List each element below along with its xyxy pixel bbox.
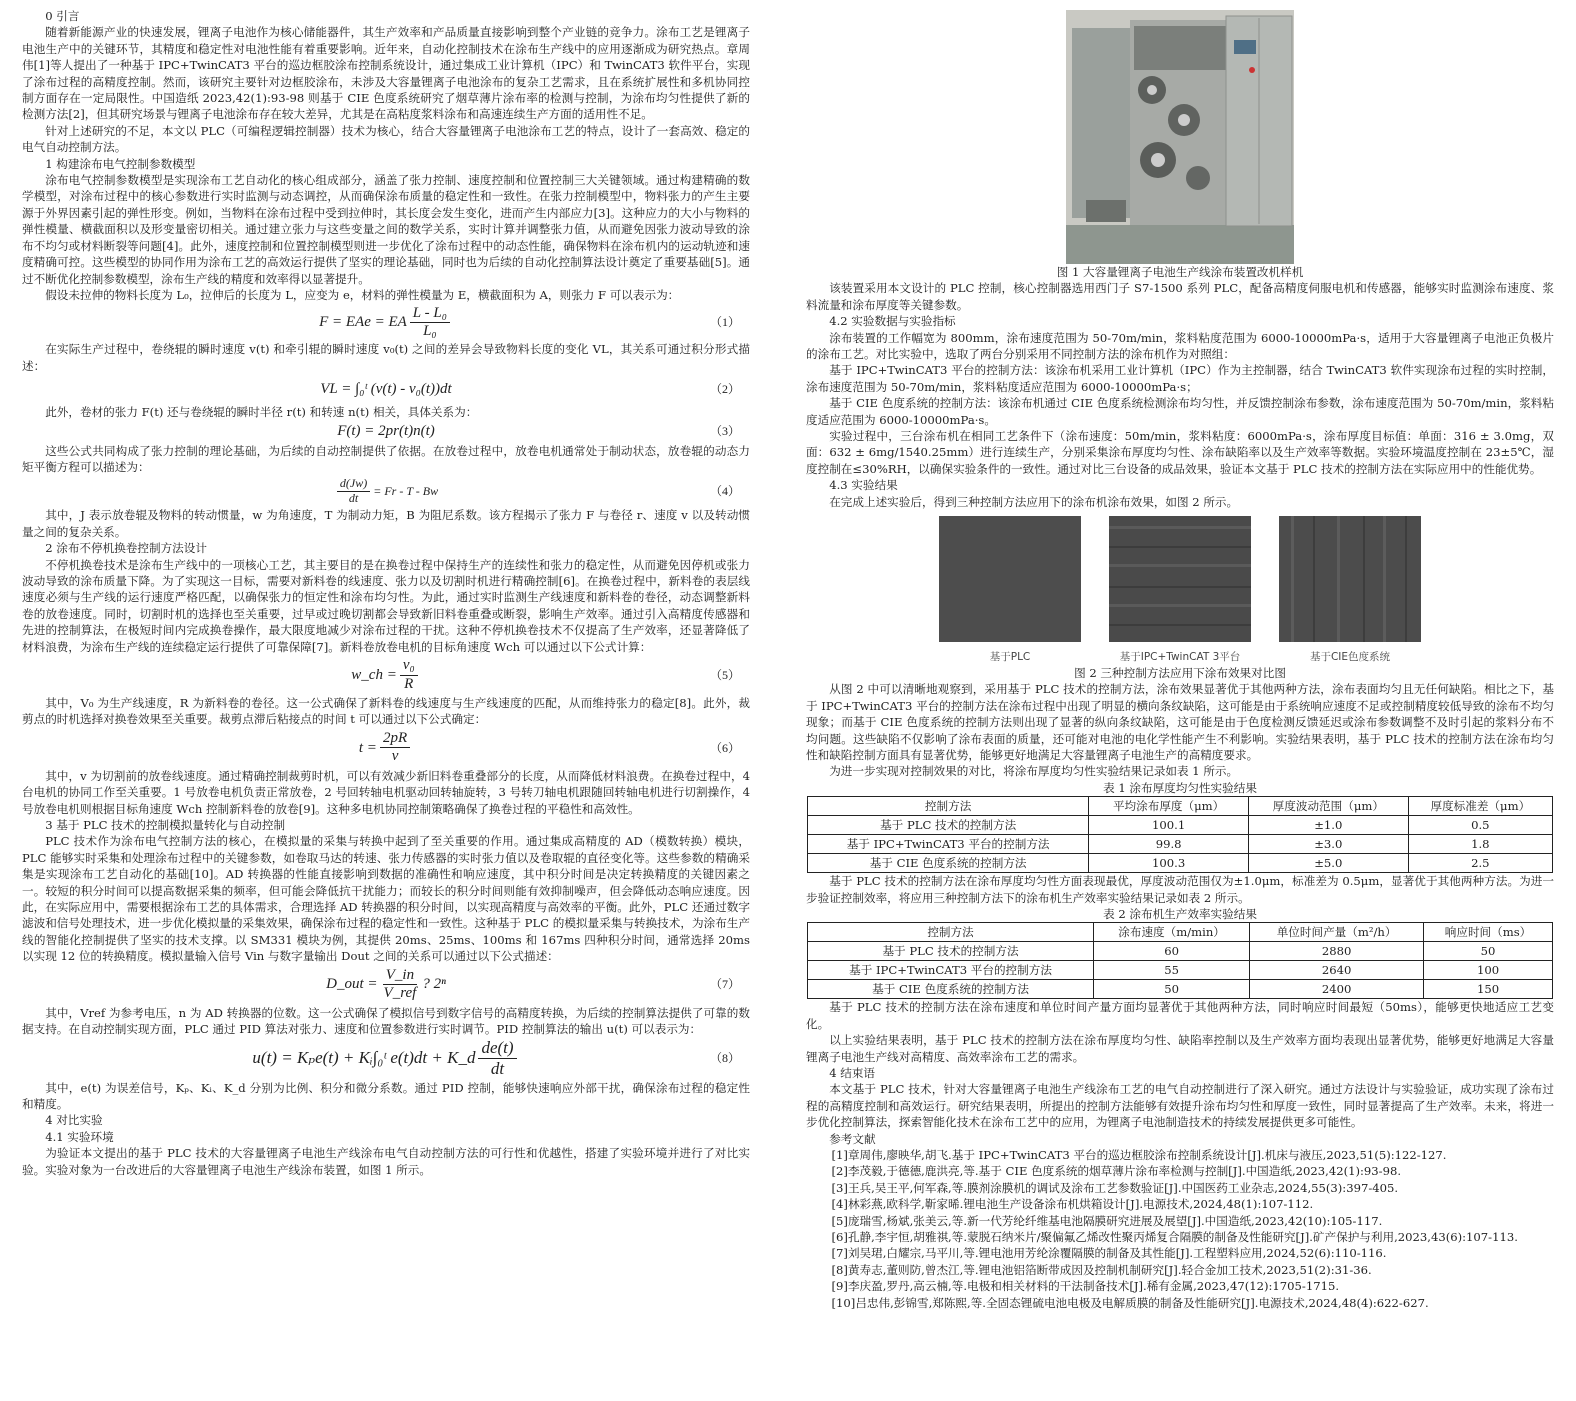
paragraph: 在实际生产过程中，卷绕辊的瞬时速度 v(t) 和牵引辊的瞬时速度 v₀(t) 之间的差异会导致物料长度的变化 VL，其关系可通过积分形式描述： [22,342,750,373]
table-header-cell: 响应时间（ms） [1424,923,1553,942]
table-header-cell: 厚度波动范围（μm） [1248,797,1408,816]
table-cell: 基于 CIE 色度系统的控制方法 [808,854,1089,873]
coating-sample-ipc [1109,516,1251,665]
equation-text: VL = ∫₀ᵗ (v(t) - v₀(t))dt [320,380,452,397]
table-cell: 基于 PLC 技术的控制方法 [808,816,1089,835]
equation-4 [22,475,750,507]
equation-text: t = [358,739,377,756]
paragraph: 此外，卷材的张力 F(t) 还与卷绕辊的瞬时半径 r(t) 和转速 n(t) 相关，具体关系为： [45,405,478,420]
reference-item: [7]刘吴珺,白耀宗,马平川,等.锂电池用芳纶涂覆隔膜的制备及其性能[J].工程塑料应用,2024,52(6):110-116. [831,1246,1387,1261]
table-cell: 55 [1094,961,1250,980]
equation-text: ? 2ⁿ [422,976,446,993]
sample-label: 基于IPC+TwinCAT 3平台 [1119,650,1241,663]
equation-number: （2） [709,381,740,396]
figure-2-caption: 图 2 三种控制方法应用下涂布效果对比图 [1074,665,1286,680]
section-heading-2: 2 涂布不停机换卷控制方法设计 [45,541,207,556]
paragraph: 该装置采用本文设计的 PLC 控制，核心控制器选用西门子 S7-1500 系列 PLC，配备高精度伺服电机和传感器，能够实时监测涂布速度、浆料流量和涂布厚度等关键参数。 [806,281,1554,312]
section-heading-0: 0 引言 [45,9,80,23]
table-cell: 100 [1424,961,1553,980]
paragraph: 其中，Vref 为参考电压，n 为 AD 转换器的位数。这一公式确保了模拟信号到数字信号的高精度转换，为后续的控制算法提供了可靠的数据支持。在自动控制实现方面，PLC 通过 PID 算法对张力、速度和位置参数进行实时调节。PID 控制算法的输出 u(t) 可以表示为： [22,1005,750,1037]
paragraph: 其中，J 表示放卷辊及物料的转动惯量，w 为角速度，T 为制动力矩，B 为阻尼系数。该方程揭示了张力 F 与卷径 r、速度 v 以及转动惯量之间的复杂关系。 [22,508,750,539]
paragraph: 在完成上述实验后，得到三种控制方法应用下的涂布机涂布效果，如图 2 所示。 [829,494,1239,509]
reference-item: [2]李茂毅,于德德,鹿洪亮,等.基于 CIE 色度系统的烟草薄片涂布率检测与控制[J].中国造纸,2023,42(1):93-98. [831,1164,1402,1179]
table-cell: 100.1 [1089,816,1249,835]
paragraph: 涂布电气控制参数模型是实现涂布工艺自动化的核心组成部分，涵盖了张力控制、速度控制和位置控制三大关键领域。通过构建精确的数学模型，对涂布过程中的核心参数进行实时监测与动态调控，从而确保涂布质量的稳定性和一致性。在张力控制模型中，物料张力的产生主要源于外界因素引起的弹性形变。例如，当物料在涂布过程中受到拉伸时，其长度会发生变化，进而产生内部应力[3]。这种应力的大小与物料的弹性模量、横截面积以及形变量密切相关。通过建立张力与这些变量之间的数学关系，实时计算并调整张力值，从而避免因张力波动导致的涂布不均匀或材料断裂等问题[4]。此外，速度控制和位置控制模型则进一步优化了涂布过程中的动态性能，确保物料在涂布机内的运动轨迹和速度精确可控。这些模型的协同作用为涂布工艺的高效运行提供了坚实的理论基础，同时也为后续的自动化控制算法设计奠定了重要基础[5]。通过不断优化控制参数模型，涂布生产线的精度和效率得以显著提升。 [22,173,750,286]
table-header-row [808,923,1553,942]
paragraph: 其中，V₀ 为生产线速度，R 为新料卷的卷径。这一公式确保了新料卷的线速度与生产线速度的匹配，从而维持张力的稳定[8]。此外，裁剪点的时机选择对换卷效果至关重要。裁剪点滞后粘接点的时间 t 可以通过以下公式确定： [22,696,750,727]
denominator: v [391,748,399,765]
equation-fraction [410,305,450,341]
equation-fraction [478,1038,516,1078]
table-1-caption: 表 1 涂布厚度均匀性实验结果 [1103,780,1257,795]
equation-text: u(t) = Kₚe(t) + Kᵢ∫₀ᵗ e(t)dt + K_d [252,1048,476,1068]
coating-machine-illustration [1066,10,1294,264]
table-2 [807,922,1553,999]
subsection-heading-4-3: 4.3 实验结果 [829,478,898,493]
denominator: dt [490,1059,505,1078]
equation-number: （8） [709,1051,740,1066]
paragraph: 基于 PLC 技术的控制方法在涂布厚度均匀性方面表现最优，厚度波动范围仅为±1.0μm，标准差为 0.5μm，显著优于其他两种方法。为进一步验证控制效率，将应用三种控制方法下的涂布机生产效率实验结果记录如表 2 所示。 [806,874,1554,905]
figure-2 [806,516,1554,665]
paragraph: 为进一步实现对控制效果的对比，将涂布厚度均匀性实验结果记录如表 1 所示。 [829,764,1239,779]
section-heading-4: 4 对比实验 [45,1113,103,1128]
table-header-cell: 平均涂布厚度（μm） [1089,797,1249,816]
equation-fraction [381,967,420,1003]
sample-image-vertical-stripes [1279,516,1421,642]
reference-item: [1]章周伟,廖映华,胡飞.基于 IPC+TwinCAT3 平台的巡边框胶涂布控制系统设计[J].机床与液压,2023,51(5):122-127. [831,1148,1447,1163]
equation-fraction [400,657,418,693]
section-heading-3: 3 基于 PLC 技术的控制模拟量转化与自动控制 [45,818,286,833]
table-cell: 基于 CIE 色度系统的控制方法 [808,980,1094,999]
denominator: dt [348,490,359,505]
paragraph: 以上实验结果表明，基于 PLC 技术的控制方法在涂布厚度均匀性、缺陷率控制以及生产效率方面均表现出显著优势，能够更好地满足大容量锂离子电池生产线对高精度、高效率涂布工艺的需求。 [806,1033,1554,1064]
table-cell: 50 [1424,942,1553,961]
paragraph: 实验过程中，三台涂布机在相同工艺条件下（涂布速度：50m/min，浆料粘度：6000mPa·s，涂布厚度目标值：单面：316 ± 3.0mg，双面：632 ± 6mg/1540.25mm）进行连续生产，分别采集涂布厚度均匀性、涂布缺陷率以及生产效率等数据。实验环境温度控制在 23±5℃，湿度控制在≤30%RH，以确保实验条件的一致性。通过对比三台设备的成品效果，验证本文基于 PLC 技术的控制方法在实际应用中的性能优势。 [806,429,1554,476]
table-cell: ±3.0 [1248,835,1408,854]
paragraph: 从图 2 中可以清晰地观察到，采用基于 PLC 技术的控制方法，涂布效果显著优于其他两种方法，涂布表面均匀且无任何缺陷。相比之下，基于 IPC+TwinCAT3 平台的控制方法在涂布过程中出现了明显的横向条纹缺陷，这可能是由于系统响应速度不足或控制精度较低导致的涂布不均匀现象；而基于 CIE 色度系统的控制方法则出现了显著的纵向条纹缺陷，这可能是由于色度检测反馈延迟或涂布参数调整不及时引起的浆料分布不均问题。这些缺陷不仅影响了涂布表面的质量，还可能对电池的电化学性能产生不利影响。实验结果表明，基于 PLC 技术的控制方法在涂布均匀性和缺陷控制方面具有显著优势，能够更好地满足大容量锂离子电池生产的高精度要求。 [806,682,1554,762]
equation-text: D_out = [326,976,378,993]
paragraph: 基于 PLC 技术的控制方法在涂布速度和单位时间产量方面均显著优于其他两种方法，同时响应时间最短（50ms），能够更快地适应工艺变化。 [806,1000,1554,1031]
sample-image-horizontal-stripes [1109,516,1251,642]
paragraph: 这些公式共同构成了张力控制的理论基础，为后续的自动控制提供了依据。在放卷过程中，放卷电机通常处于制动状态，放卷辊的动态力矩平衡方程可以描述为： [22,443,750,474]
reference-item: [5]庞瑞雪,杨斌,张美云,等.新一代芳纶纤维基电池隔膜研究进展及展望[J].中国造纸,2023,42(10):105-117. [831,1213,1383,1228]
table-row [808,961,1553,980]
equation-number: （7） [709,977,740,992]
paragraph: PLC 技术作为涂布电气控制方法的核心，在模拟量的采集与转换中起到了至关重要的作用。通过集成高精度的 AD（模数转换）模块，PLC 能够实时采集和处理涂布过程中的关键参数，如卷取马达的转速、张力传感器的实时张力值以及卷取辊的直径变化等。这些参数的精确采集是实现涂布工艺自动化的基础[10]。AD 转换器的性能直接影响到数据的准确性和响应速度，其中积分时间是决定转换精度的关键因素之一。较短的积分时间可以提高数据采集的频率，但可能会降低抗干扰能力；而较长的积分时间则能有效抑制噪声，但会降低动态响应速度。因此，在实际应用中，需要根据涂布工艺的具体需求，合理选择 AD 转换器的积分时间，以实现高精度与高效率的平衡。此外，PLC 还通过数字滤波和信号处理技术，进一步优化模拟量的采集效果，确保涂布过程的稳定性和一致性。这种基于 PLC 的模拟量采集与转换技术，为涂布生产线的智能化控制提供了坚实的技术支撑。以 SM331 模块为例，其提供 20ms、25ms、100ms 和 167ms 四种积分时间，通常选择 20ms 以实现 12 位的转换精度。模拟量输入信号 Vin 与数字量输出 Dout 之间的关系可以通过以下公式描述： [22,834,750,964]
equation-2 [22,374,750,404]
table-row [808,816,1553,835]
figure-1-caption: 图 1 大容量锂离子电池生产线涂布装置改机样机 [1056,265,1304,279]
table-2-caption: 表 2 涂布机生产效率实验结果 [1103,906,1257,921]
table-cell: ±1.0 [1248,816,1408,835]
paragraph: 其中，v 为切割前的放卷线速度。通过精确控制裁剪时机，可以有效减少新旧料卷重叠部分的长度，从而降低材料浪费。在换卷过程中，4 台电机的协同工作至关重要。1 号放卷电机负责正常放卷，2 号回转轴电机驱动回转轴旋转，3 号转刀轴电机跟随回转轴电机进行切割操作，4 号放卷电机则根据目标角速度 Wch 控制新料卷的放卷[9]。这种多电机协同控制策略确保了换卷过程的平稳性和高效性。 [22,768,750,816]
paragraph: 其中，e(t) 为误差信号，Kₚ、Kᵢ、K_d 分别为比例、积分和微分系数。通过 PID 控制，能够快速响应外部干扰，确保涂布过程的稳定性和精度。 [22,1080,750,1111]
references-list [806,1147,1554,1311]
table-header-row [808,797,1553,816]
sample-label: 基于PLC [989,650,1031,663]
table-cell: 1.8 [1408,835,1552,854]
paragraph: 涂布装置的工作幅宽为 800mm，涂布速度范围为 50-70m/min，浆料粘度范围为 6000-10000mPa·s，适用于大容量锂离子电池正负极片的涂布工艺。对比实验中，选取了两台分别采用不同控制方法的涂布机作为对照组： [806,330,1554,362]
reference-item: [3]王兵,吴王平,何军森,等.膜剂涂膜机的调试及涂布工艺参数验证[J].中国医药工业杂志,2024,55(3):397-405. [831,1180,1399,1195]
reference-item: [8]黄寿志,董则防,曾杰江,等.锂电池铝箔断带成因及控制机制研究[J].轻合金加工技术,2023,51(2):31-36. [831,1262,1372,1277]
table-cell: 基于 IPC+TwinCAT3 平台的控制方法 [808,835,1089,854]
reference-item: [10]吕忠伟,彭锦雪,郑陈熙,等.全固态锂硫电池电极及电解质膜的制备及性能研究[J].电源技术,2024,48(4):622-627. [831,1295,1429,1310]
denominator: V_ref [383,985,417,1002]
section-heading-conclusion: 4 结束语 [829,1066,876,1080]
table-header-cell: 单位时间产量（m²/h） [1250,923,1424,942]
equation-number: （4） [709,484,740,499]
table-row [808,835,1553,854]
coating-sample-cie [1279,516,1421,665]
table-cell: 60 [1094,942,1250,961]
coating-sample-plc [939,516,1081,665]
table-cell: 2880 [1250,942,1424,961]
subsection-heading-4-2: 4.2 实验数据与实验指标 [829,314,956,329]
equation-7 [22,965,750,1005]
reference-item: [6]孔静,李宇恒,胡雅祺,等.蒙脱石纳米片/聚偏氟乙烯改性聚丙烯复合隔膜的制备及性能研究[J].矿产保护与利用,2023,43(6):107-113. [831,1230,1518,1245]
table-header-cell: 涂布速度（m/min） [1094,923,1250,942]
numerator: 2pR [380,730,410,748]
subsection-heading-4-1: 4.1 实验环境 [45,1129,114,1144]
reference-item: [9]李庆盈,罗丹,高云楠,等.电极和相关材料的干法制备技术[J].稀有金属,2023,47(12):1705-1715. [831,1279,1340,1294]
table-header-cell: 厚度标准差（μm） [1408,797,1552,816]
table-cell: 基于 PLC 技术的控制方法 [808,942,1094,961]
table-cell: 99.8 [1089,835,1249,854]
paragraph: 为验证本文提出的基于 PLC 技术的大容量锂离子电池生产线涂布电气自动控制方法的可行性和优越性，搭建了实验环境并进行了对比实验。实验对象为一台改进后的大容量锂离子电池生产线涂布装置，如图 1 所示。 [22,1146,750,1177]
table-cell: 150 [1424,980,1553,999]
paragraph: 随着新能源产业的快速发展，锂离子电池作为核心储能器件，其生产效率和产品质量直接影响到整个产业链的竞争力。涂布工艺是锂离子电池生产中的关键环节，其精度和稳定性对电池性能有着重要影响。近年来，自动化控制技术在涂布生产线中的应用逐渐成为研究热点。章周伟[1]等人提出了一种基于 IPC+TwinCAT3 平台的巡边框胶涂布控制系统设计，通过集成工业计算机（IPC）和 TwinCAT3 软件平台，实现了涂布过程的高精度控制。然而，该研究主要针对边框胶涂布，未涉及大容量锂离子电池涂布的复杂工艺需求，且在系统扩展性和多机协同控制方面存在一定局限性。中国造纸 2023,42(1):93-98 则基于 CIE 色度系统研究了烟草薄片涂布率的检测与控制，为涂布均匀性提供了新的检测方法[2]，但其研究场景与锂离子电池涂布存在较大差异，尤其是在高粘度浆料涂布和高速连续生产方面的适用性不足。 [22,25,750,122]
paragraph: 假设未拉伸的物料长度为 L₀，拉伸后的长度为 L，应变为 e，材料的弹性模量为 E，横截面积为 A，则张力 F 可以表示为： [45,287,680,302]
references-heading: 参考文献 [829,1131,876,1146]
table-cell: 50 [1094,980,1250,999]
numerator: de(t) [478,1038,516,1059]
table-cell: 基于 IPC+TwinCAT3 平台的控制方法 [808,961,1094,980]
left-column [22,8,750,1178]
table-cell: 100.3 [1089,854,1249,873]
equation-8 [22,1038,750,1080]
numerator: V_in [383,967,417,985]
paragraph: 基于 IPC+TwinCAT3 平台的控制方法：该涂布机采用工业计算机（IPC）作为主控制器，结合 TwinCAT3 软件实现涂布过程的实时控制，涂布速度范围为 50-70m/min，浆料粘度适应范围为 6000-10000mPa·s； [806,363,1554,394]
reference-item: [4]林彩燕,欧科学,靳家晞.锂电池生产设备涂布机烘箱设计[J].电源技术,2024,48(1):107-112. [831,1197,1314,1212]
table-row [808,942,1553,961]
table-row [808,980,1553,999]
equation-number: （3） [709,424,740,439]
equation-fraction [337,477,370,506]
paragraph: 针对上述研究的不足，本文以 PLC（可编程逻辑控制器）技术为核心，结合大容量锂离子电池涂布工艺的特点，设计了一套高效、稳定的电气自动控制方法。 [22,123,750,155]
equation-number: （1） [709,315,740,330]
equation-fraction [380,730,410,766]
numerator: d(Jw) [337,477,370,492]
table-header-cell: 控制方法 [808,797,1089,816]
paragraph: 基于 CIE 色度系统的控制方法：该涂布机通过 CIE 色度系统检测涂布均匀性，并反馈控制涂布参数，涂布速度范围为 50-70m/min，浆料粘度适应范围为 6000-10000mPa·s。 [806,396,1554,427]
equation-text: = Fr - T - Bw [373,484,439,499]
equation-6 [22,728,750,768]
table-cell: 0.5 [1408,816,1552,835]
table-row [808,854,1553,873]
sample-label: 基于CIE色度系统 [1309,650,1391,663]
coating-machine-photo [1066,10,1294,264]
equation-1 [22,303,750,341]
numerator: L - L₀ [410,305,450,323]
table-1 [807,796,1553,873]
denominator: L₀ [423,322,437,339]
table-header-cell: 控制方法 [808,923,1094,942]
equation-3 [22,421,750,443]
numerator: v₀ [400,657,418,675]
section-heading-1: 1 构建涂布电气控制参数模型 [45,156,196,171]
equation-number: （5） [709,667,740,682]
denominator: R [404,675,414,692]
equation-5 [22,655,750,695]
sample-image-uniform [939,516,1081,642]
paragraph: 不停机换卷技术是涂布生产线中的一项核心工艺，其主要目的是在换卷过程中保持生产的连续性和张力的稳定性，从而避免因停机或张力波动导致的涂布质量下降。为了实现这一目标，需要对新料卷的线速度、张力以及切割时机进行精确控制[6]。在换卷过程中，新料卷的表层线速度必须与生产线的运行速度严格匹配，以确保张力的恒定性和涂布均匀性。为此，通过实时监测生产线速度和新料卷的卷径，动态调整新料卷的放卷速度。同时，切割时机的选择也至关重要，过早或过晚切割都会导致新旧料卷重叠或断裂，影响生产效率。通过引入高精度传感器和先进的控制算法，在极短时间内完成换卷操作，最大限度地减少对涂布过程的干扰。这种不停机换卷技术不仅提高了生产效率，还显著降低了材料浪费，为涂布生产线的连续稳定运行提供了可靠保障[7]。新料卷放卷电机的目标角速度 Wch 可以通过以下公式计算： [22,557,750,654]
equation-text: w_ch = [351,666,397,683]
equation-text: F(t) = 2pr(t)n(t) [337,423,435,440]
table-cell: 2640 [1250,961,1424,980]
paragraph: 本文基于 PLC 技术，针对大容量锂离子电池生产线涂布工艺的电气自动控制进行了深入研究。通过方法设计与实验验证，成功实现了涂布过程的高精度控制和高效运行。研究结果表明，所提出的控制方法能够有效提升涂布均匀性和厚度一致性，同时显著提高了生产效率。未来，将进一步优化控制算法，探索智能化技术在涂布工艺中的应用，为锂离子电池制造技术的持续发展提供更多可能性。 [806,1082,1554,1130]
table-cell: 2.5 [1408,854,1552,873]
table-cell: ±5.0 [1248,854,1408,873]
table-cell: 2400 [1250,980,1424,999]
equation-text: F = EAe = EA [319,314,407,331]
equation-number: （6） [709,740,740,755]
right-column [806,8,1554,1311]
